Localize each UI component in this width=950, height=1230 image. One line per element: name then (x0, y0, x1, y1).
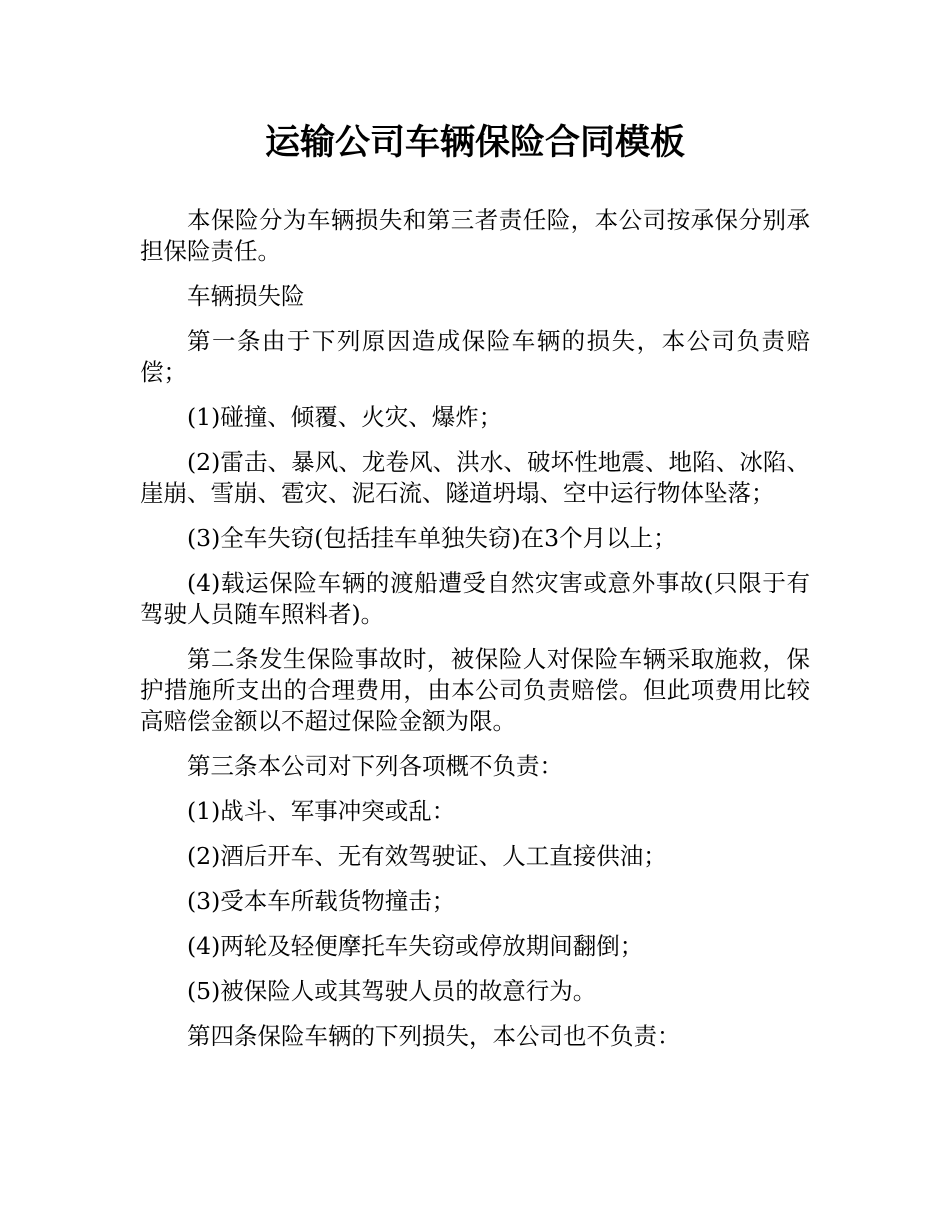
article-3: 第三条本公司对下列各项概不负责： (187, 752, 563, 780)
article-1-item-2: (2)雷击、暴风、龙卷风、洪水、破坏性地震、地陷、冰陷、崖崩、雪崩、雹灾、泥石流、隧道坍塌、空中运行物体坠落； (140, 448, 810, 507)
article-1-item-1: (1)碰撞、倾覆、火灾、爆炸； (187, 403, 503, 431)
article-3-item-3: (3)受本车所载货物撞击； (187, 887, 456, 915)
article-1: 第一条由于下列原因造成保险车辆的损失，本公司负责赔偿； (140, 327, 810, 386)
article-1-item-4: (4)载运保险车辆的渡船遭受自然灾害或意外事故(只限于有驾驶人员随车照料者)。 (140, 569, 810, 628)
article-3-item-4: (4)两轮及轻便摩托车失窃或停放期间翻倒； (187, 932, 644, 960)
article-3-item-2: (2)酒后开车、无有效驾驶证、人工直接供油； (187, 842, 667, 870)
document-title: 运输公司车辆保险合同模板 (264, 123, 685, 163)
article-2: 第二条发生保险事故时，被保险人对保险车辆采取施救，保护措施所支出的合理费用，由本公司负责赔偿。但此项费用比较高赔偿金额以不超过保险金额为限。 (140, 645, 810, 735)
article-4: 第四条保险车辆的下列损失，本公司也不负责： (187, 1022, 681, 1050)
paragraph-intro: 本保险分为车辆损失和第三者责任险，本公司按承保分别承担保险责任。 (140, 206, 810, 265)
article-3-item-1: (1)战斗、军事冲突或乱： (187, 797, 456, 825)
article-3-item-5: (5)被保险人或其驾驶人员的故意行为。 (187, 977, 597, 1005)
document-body (140, 205, 810, 1052)
article-1-item-3: (3)全车失窃(包括挂车单独失窃)在3个月以上； (187, 524, 677, 552)
section-heading-vehicle-loss: 车辆损失险 (187, 282, 305, 310)
